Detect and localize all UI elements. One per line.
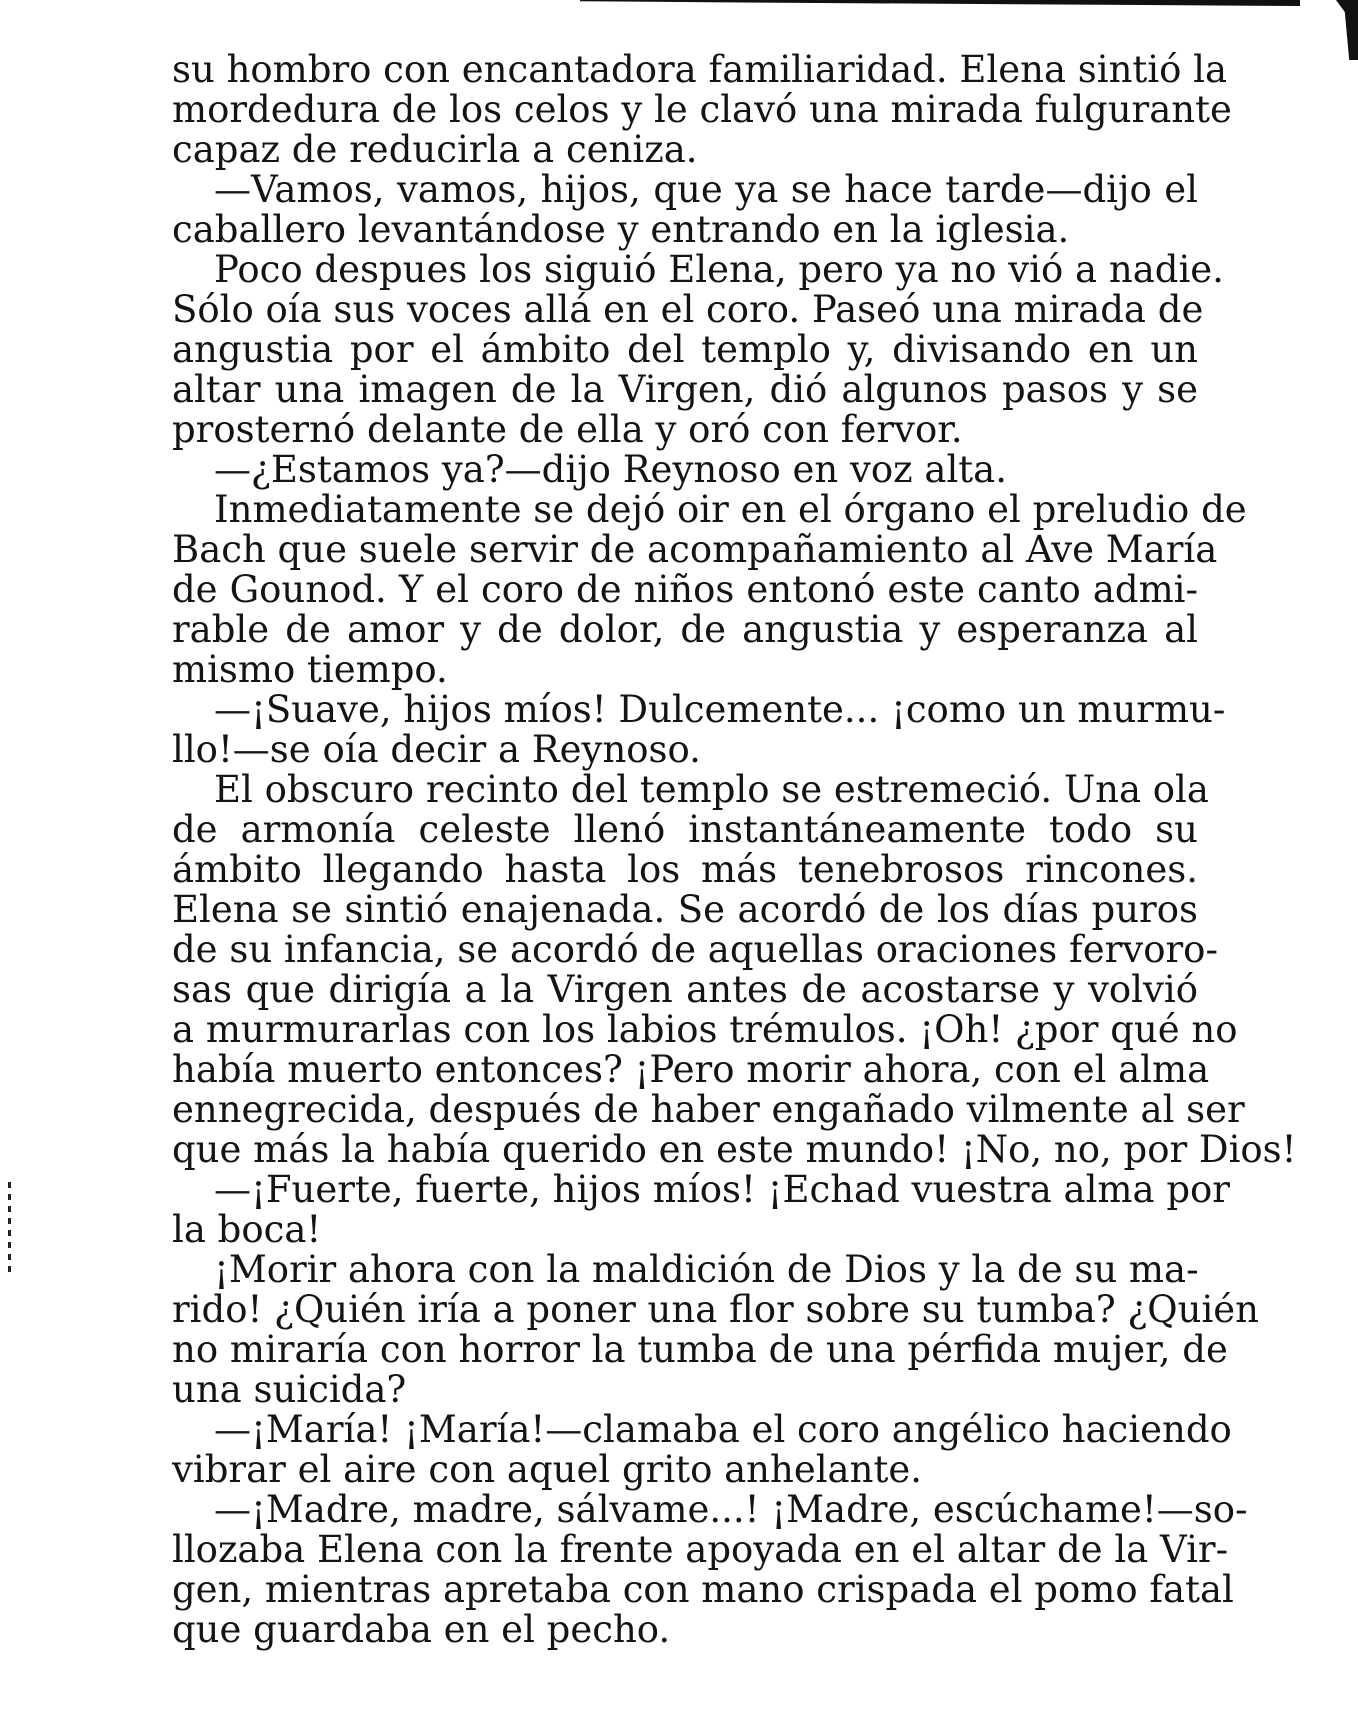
text-line: Bach que suele servir de acompañamiento al Ave María bbox=[172, 528, 1218, 571]
text-line: rido! ¿Quién iría a poner una flor sobre su tumba? ¿Quién bbox=[172, 1288, 1260, 1331]
right-edge-mark bbox=[1336, 0, 1358, 60]
text-line: de Gounod. Y el coro de niños entonó este canto admi- bbox=[172, 568, 1198, 611]
text-line: prosternó delante de ella y oró con fervor. bbox=[172, 408, 963, 451]
paragraph bbox=[172, 450, 1198, 490]
paragraph bbox=[172, 1248, 1260, 1411]
body-text bbox=[172, 48, 1297, 1651]
text-line: vibrar el aire con aquel grito anhelante. bbox=[172, 1448, 922, 1491]
paragraph bbox=[172, 488, 1247, 691]
text-line: de su infancia, se acordó de aquellas oraciones fervoro- bbox=[172, 928, 1218, 971]
text-line: que guardaba en el pecho. bbox=[172, 1608, 671, 1651]
text-line: llozaba Elena con la frente apoyada en el altar de la Vir- bbox=[172, 1528, 1229, 1571]
margin-speck bbox=[8, 1182, 11, 1272]
paragraph bbox=[172, 1168, 1230, 1251]
text-line: gen, mientras apretaba con mano crispada el pomo fatal bbox=[172, 1568, 1234, 1611]
paragraph bbox=[172, 170, 1198, 250]
text-line: mordedura de los celos y le clavó una mirada fulgurante bbox=[172, 88, 1232, 131]
text-line: rable de amor y de dolor, de angustia y esperanza al bbox=[172, 608, 1198, 651]
text-line: ¡Morir ahora con la maldición de Dios y la de su ma- bbox=[214, 1248, 1199, 1291]
text-line: altar una imagen de la Virgen, dió algunos pasos y se bbox=[172, 368, 1198, 411]
paragraph bbox=[172, 248, 1224, 451]
top-edge-mark bbox=[580, 0, 1300, 6]
text-line: no miraría con horror la tumba de una pérfida mujer, de bbox=[172, 1328, 1228, 1371]
text-line: una suicida? bbox=[172, 1368, 407, 1411]
text-line: Elena se sintió enajenada. Se acordó de los días puros bbox=[172, 888, 1198, 931]
text-line: Poco despues los siguió Elena, pero ya no vió a nadie. bbox=[214, 248, 1224, 291]
text-line: a murmurarlas con los labios trémulos. ¡Oh! ¿por qué no bbox=[172, 1008, 1238, 1051]
paragraph bbox=[172, 1408, 1232, 1491]
text-line: su hombro con encantadora familiaridad. Elena sintió la bbox=[172, 48, 1228, 91]
text-line: —Vamos, vamos, hijos, que ya se hace tarde—dijo el bbox=[214, 168, 1198, 211]
text-line: Sólo oía sus voces allá en el coro. Paseó una mirada de bbox=[172, 288, 1204, 331]
text-line: sas que dirigía a la Virgen antes de acostarse y volvió bbox=[172, 968, 1198, 1011]
text-line: capaz de reducirla a ceniza. bbox=[172, 128, 698, 171]
paragraph bbox=[172, 1488, 1248, 1651]
text-line: Inmediatamente se dejó oir en el órgano el preludio de bbox=[214, 488, 1247, 531]
text-line: que más la había querido en este mundo! ¡No, no, por Dios! bbox=[172, 1128, 1297, 1171]
paragraph bbox=[172, 688, 1226, 771]
text-line: había muerto entonces? ¡Pero morir ahora, con el alma bbox=[172, 1048, 1210, 1091]
text-line: la boca! bbox=[172, 1208, 322, 1251]
text-line: de armonía celeste llenó instantáneamente todo su bbox=[172, 808, 1198, 851]
text-line: —¡Fuerte, fuerte, hijos míos! ¡Echad vuestra alma por bbox=[214, 1168, 1230, 1211]
text-line: llo!—se oía decir a Reynoso. bbox=[172, 728, 701, 771]
paragraph bbox=[172, 768, 1297, 1171]
text-line: ámbito llegando hasta los más tenebrosos rincones. bbox=[172, 848, 1198, 891]
text-line: ennegrecida, después de haber engañado vilmente al ser bbox=[172, 1088, 1245, 1131]
text-line: —¡Suave, hijos míos! Dulcemente... ¡como un murmu- bbox=[214, 688, 1226, 731]
text-line: —¡Madre, madre, sálvame...! ¡Madre, escúchame!—so- bbox=[214, 1488, 1248, 1531]
text-line: —¿Estamos ya?—dijo Reynoso en voz alta. bbox=[214, 448, 1007, 491]
text-line: caballero levantándose y entrando en la iglesia. bbox=[172, 208, 1070, 251]
text-line: mismo tiempo. bbox=[172, 648, 448, 691]
text-line: —¡María! ¡María!—clamaba el coro angélico haciendo bbox=[214, 1408, 1232, 1451]
text-line: El obscuro recinto del templo se estremeció. Una ola bbox=[214, 768, 1209, 811]
text-line: angustia por el ámbito del templo y, divisando en un bbox=[172, 328, 1198, 371]
paragraph bbox=[172, 48, 1232, 171]
